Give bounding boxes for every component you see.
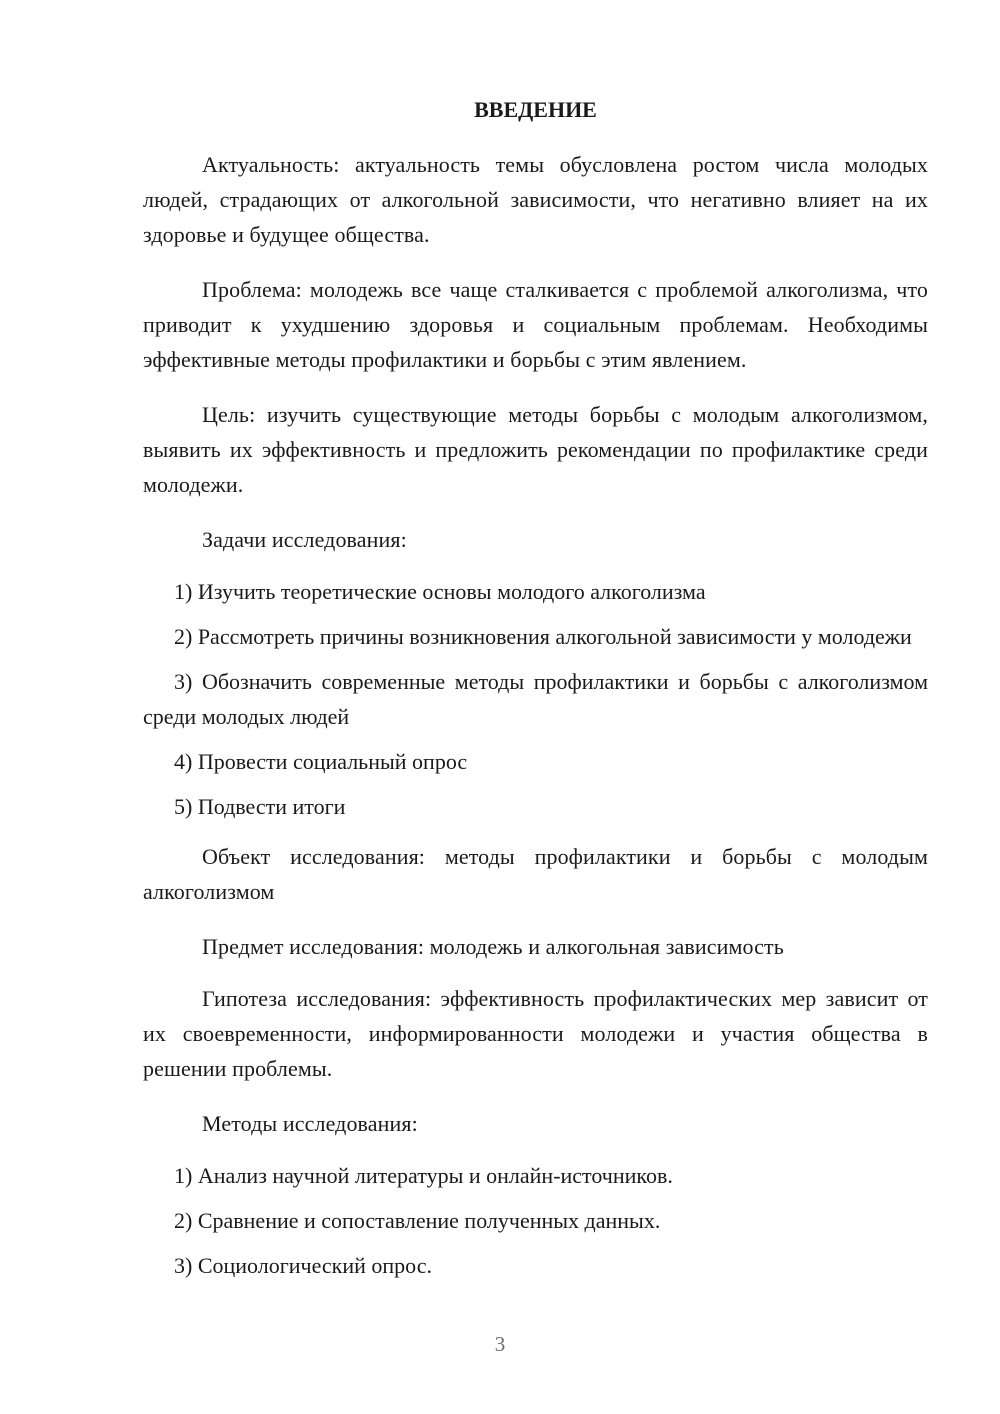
- tasks-heading: Задачи исследования:: [202, 527, 407, 552]
- task-item-1: 1) Изучить теоретические основы молодого алкоголизма: [174, 579, 706, 604]
- method-item-3: 3) Социологический опрос.: [174, 1253, 432, 1278]
- task-item-3: 3) Обозначить современные методы профилактики и борьбы с алкоголизмом среди молодых людей: [143, 669, 928, 729]
- hypothesis-paragraph: Гипотеза исследования: эффективность профилактических мер зависит от их своевременности, информированности молодежи и участия общества в решении проблемы.: [143, 986, 928, 1081]
- task-item-4: 4) Провести социальный опрос: [174, 749, 468, 774]
- method-item-2: 2) Сравнение и сопоставление полученных данных.: [174, 1208, 661, 1233]
- task-item-5: 5) Подвести итоги: [174, 794, 346, 819]
- relevance-paragraph: Актуальность: актуальность темы обусловлена ростом числа молодых людей, страдающих от алкогольной зависимости, что негативно влияет на их здоровье и будущее общества.: [143, 152, 928, 247]
- subject-paragraph: Предмет исследования: молодежь и алкогольная зависимость: [202, 934, 784, 959]
- problem-paragraph: Проблема: молодежь все чаще сталкивается с проблемой алкоголизма, что приводит к ухудшению здоровья и социальным проблемам. Необходимы эффективные методы профилактики и борьбы с этим явлением.: [143, 277, 928, 372]
- object-paragraph: Объект исследования: методы профилактики и борьбы с молодым алкоголизмом: [143, 844, 928, 904]
- page-number: 3: [494, 1332, 506, 1356]
- methods-heading: Методы исследования:: [202, 1111, 418, 1136]
- task-item-2: 2) Рассмотреть причины возникновения алкогольной зависимости у молодежи: [174, 624, 912, 649]
- goal-paragraph: Цель: изучить существующие методы борьбы с молодым алкоголизмом, выявить их эффективность и предложить рекомендации по профилактике среди молодежи.: [143, 402, 928, 497]
- section-title: ВВЕДЕНИЕ: [474, 97, 597, 122]
- document-page: [143, 92, 928, 1293]
- method-item-1: 1) Анализ научной литературы и онлайн-источников.: [174, 1163, 673, 1188]
